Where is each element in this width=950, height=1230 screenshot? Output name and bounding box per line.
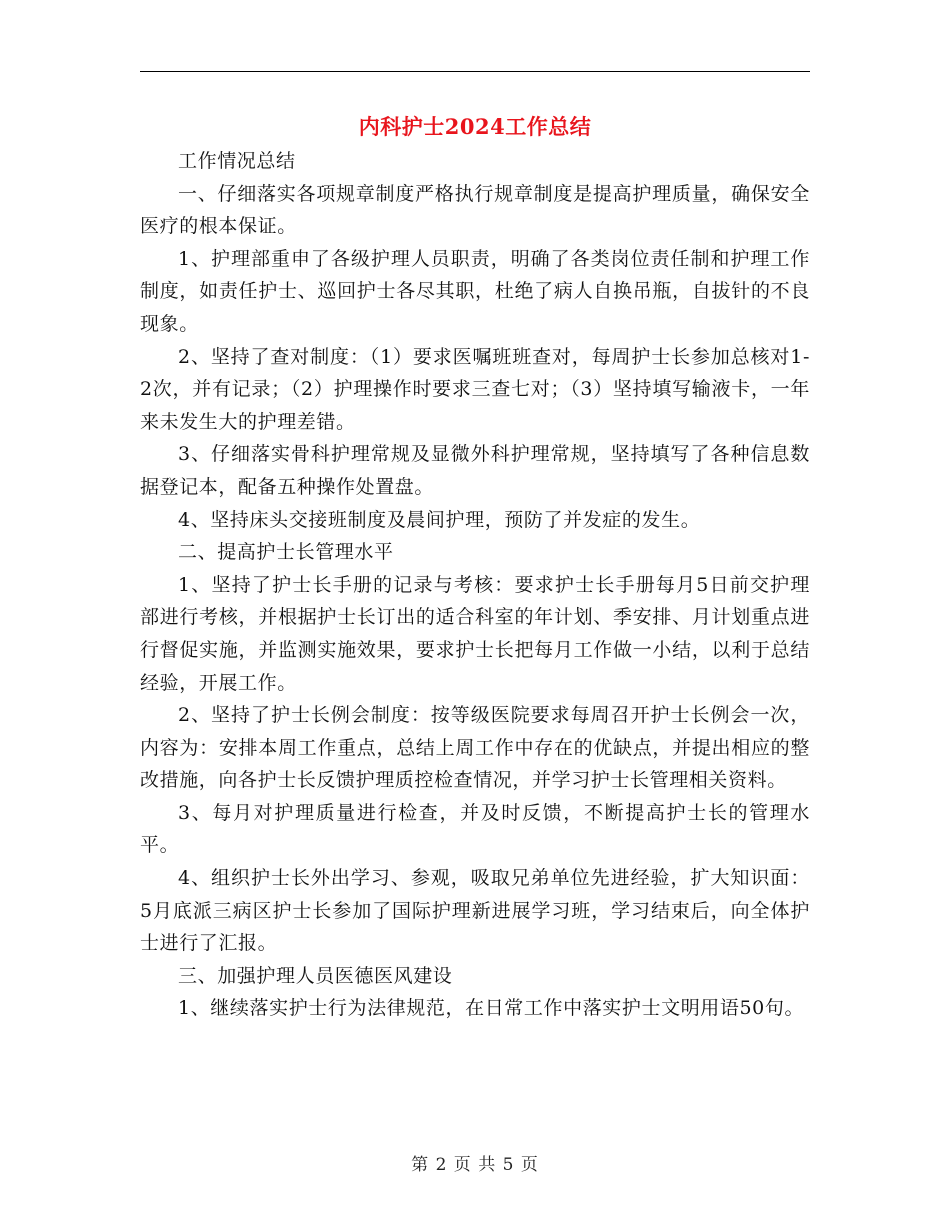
- paragraph-item: 3、仔细落实骨科护理常规及显微外科护理常规，坚持填写了各种信息数据登记本，配备五种操作处置盘。: [140, 443, 810, 498]
- page-footer: 第 2 页 共 5 页: [411, 1155, 539, 1175]
- paragraph-heading-summary: 工作情况总结: [178, 150, 296, 172]
- paragraph-item: 1、护理部重申了各级护理人员职责，明确了各类岗位责任制和护理工作制度，如责任护士、巡回护士各尽其职，杜绝了病人自换吊瓶，自拔针的不良现象。: [140, 247, 810, 335]
- paragraph-item: 2、坚持了护士长例会制度：按等级医院要求每周召开护士长例会一次，内容为：安排本周工作重点，总结上周工作中存在的优缺点，并提出相应的整改措施，向各护士长反馈护理质控检查情况，并学习护士长管理相关资料。: [140, 704, 810, 792]
- paragraph-item: 1、坚持了护士长手册的记录与考核：要求护士长手册每月5日前交护理部进行考核，并根据护士长订出的适合科室的年计划、季安排、月计划重点进行督促实施，并监测实施效果，要求护士长把每月工作做一小结，以利于总结经验，开展工作。: [140, 573, 810, 694]
- paragraph-item: 2、坚持了查对制度：（1）要求医嘱班班查对，每周护士长参加总核对1-2次，并有记录；（2）护理操作时要求三查七对；（3）坚持填写输液卡，一年来未发生大的护理差错。: [140, 345, 810, 433]
- document-body: [140, 145, 810, 1025]
- paragraph-item: 3、每月对护理质量进行检查，并及时反馈，不断提高护士长的管理水平。: [140, 801, 810, 857]
- header-rule: [140, 71, 810, 72]
- paragraph-item: 1、继续落实护士行为法律规范，在日常工作中落实护士文明用语50句。: [178, 997, 805, 1020]
- paragraph-section-three: 三、加强护理人员医德医风建设: [178, 964, 453, 987]
- paragraph-section-two: 二、提高护士长管理水平: [178, 541, 394, 564]
- document-title: 内科护士2024工作总结: [358, 114, 592, 139]
- paragraph-item: 4、组织护士长外出学习、参观，吸取兄弟单位先进经验，扩大知识面：5月底派三病区护士长参加了国际护理新进展学习班，学习结束后，向全体护士进行了汇报。: [140, 867, 810, 955]
- paragraph-item: 4、坚持床头交接班制度及晨间护理，预防了并发症的发生。: [178, 508, 701, 531]
- paragraph-section-one: 一、仔细落实各项规章制度严格执行规章制度是提高护理质量，确保安全医疗的根本保证。: [140, 182, 810, 238]
